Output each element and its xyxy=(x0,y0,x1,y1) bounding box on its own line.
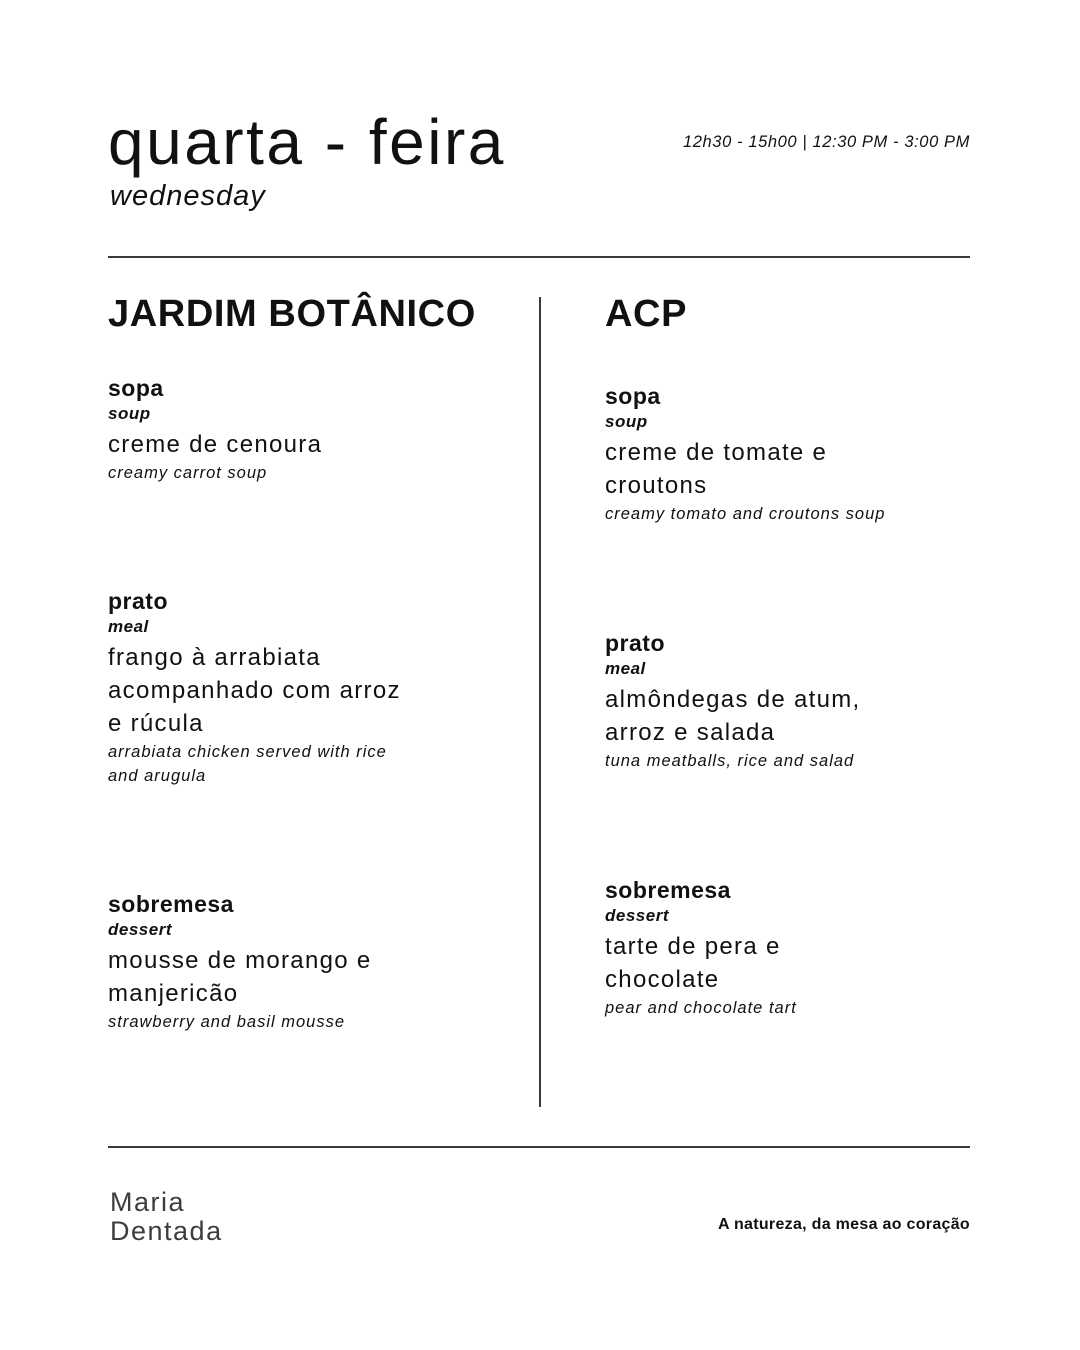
location-title-acp: ACP xyxy=(605,293,688,335)
course-label-en: soup xyxy=(605,412,648,431)
course-dessert-acp xyxy=(605,876,815,1020)
top-divider xyxy=(108,256,970,258)
course-meal-acp xyxy=(605,629,885,773)
dish-name-en: pear and chocolate tart xyxy=(605,999,797,1017)
bottom-divider xyxy=(108,1146,970,1148)
course-label: sopa xyxy=(108,375,164,401)
dish-name-en: creamy carrot soup xyxy=(108,464,268,482)
course-label-en: dessert xyxy=(605,906,669,925)
service-hours: 12h30 - 15h00 | 12:30 PM - 3:00 PM xyxy=(682,133,970,151)
course-soup-jardim-botanico xyxy=(108,374,528,485)
brand-line: Maria xyxy=(110,1187,186,1217)
course-label: sobremesa xyxy=(108,891,234,917)
location-title-jardim-botanico: JARDIM BOTÂNICO xyxy=(108,293,476,335)
column-divider xyxy=(539,297,541,1107)
day-title: quarta - feira xyxy=(108,106,506,178)
dish-name: frango à arrabiata acompanhado com arroz e rúcula xyxy=(108,644,401,737)
brand-tagline: A natureza, da mesa ao coração xyxy=(717,1216,970,1233)
course-label-en: meal xyxy=(605,659,646,678)
course-label: prato xyxy=(108,588,168,614)
dish-name: almôndegas de atum, arroz e salada xyxy=(605,686,861,746)
course-meal-jardim-botanico xyxy=(108,587,418,788)
course-label: sobremesa xyxy=(605,877,731,903)
course-label-en: dessert xyxy=(108,920,172,939)
brand-line: Dentada xyxy=(110,1216,223,1246)
dish-name: mousse de morango e manjericão xyxy=(108,947,372,1007)
brand-logo xyxy=(110,1188,223,1246)
dish-name-en: arrabiata chicken served with rice and arugula xyxy=(108,743,387,785)
dish-name-en: tuna meatballs, rice and salad xyxy=(605,752,855,770)
course-label-en: meal xyxy=(108,617,149,636)
course-label: sopa xyxy=(605,383,661,409)
dish-name-en: creamy tomato and croutons soup xyxy=(605,505,886,523)
course-label-en: soup xyxy=(108,404,151,423)
course-dessert-jardim-botanico xyxy=(108,890,408,1034)
course-label: prato xyxy=(605,630,665,656)
dish-name: creme de cenoura xyxy=(108,431,323,458)
day-subtitle: wednesday xyxy=(110,180,266,212)
course-soup-acp xyxy=(605,382,886,526)
dish-name: creme de tomate e croutons xyxy=(605,439,828,499)
dish-name-en: strawberry and basil mousse xyxy=(108,1013,346,1031)
dish-name: tarte de pera e chocolate xyxy=(605,933,781,993)
